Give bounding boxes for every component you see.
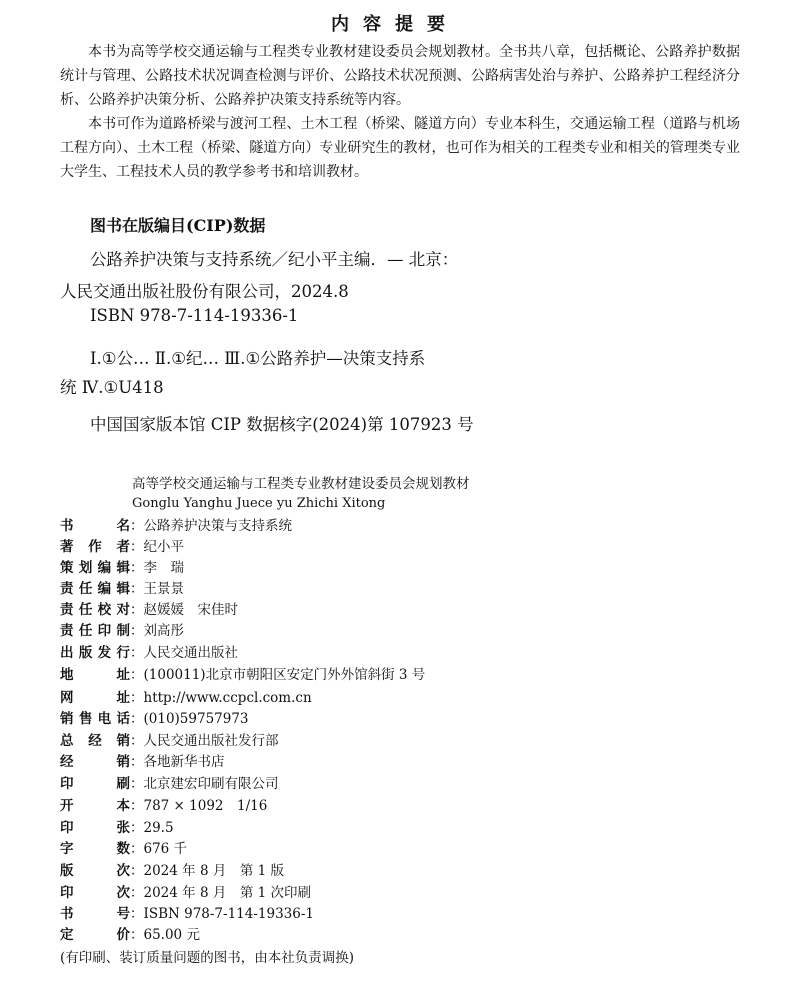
row-label: 总经销 [60,733,130,749]
colophon-row-address [60,665,425,685]
row-label: 书号 [60,906,130,922]
colophon-row-edition [60,861,284,881]
row-value: ：刘高彤 [130,623,184,639]
colophon-row-website [60,688,312,708]
row-label: 定价 [60,927,130,943]
colophon-row-distributor [60,752,225,772]
cip-record-number: 中国国家版本馆 CIP 数据核字(2024)第 107923 号 [90,415,474,434]
row-value: ：人民交通出版社 [130,645,238,661]
row-label: 印次 [60,885,130,901]
row-value: ：人民交通出版社发行部 [130,733,279,749]
colophon-row-format [60,796,267,816]
cip-isbn: ISBN 978-7-114-19336-1 [90,306,299,325]
series-name: 高等学校交通运输与工程类专业教材建设委员会规划教材 [132,476,470,492]
colophon-row-sales-phone [60,709,249,729]
cip-classification-cont: 统 Ⅳ.①U418 [60,378,164,397]
row-label: 地址 [60,667,130,683]
summary-title: 内容提要 [331,14,459,35]
row-label: 出版发行 [60,645,130,661]
colophon-row-isbn [60,904,314,924]
row-label: 书名 [60,518,130,534]
colophon-row-planning-editor [60,558,184,578]
row-label: 字数 [60,841,130,857]
cip-line: 人民交通出版社股份有限公司，2024.8 [60,282,349,301]
row-value: ：29.5 [130,820,174,836]
row-label: 开本 [60,798,130,814]
colophon-row-printing [60,883,311,903]
colophon-row-title [60,516,292,536]
cip-classification: Ⅰ.①公… Ⅱ.①纪… Ⅲ.①公路养护—决策支持系 [90,349,426,368]
cip-line: 公路养护决策与支持系统／纪小平主编．— 北京： [90,250,459,269]
row-value: ：676 千 [130,841,188,857]
row-value: ：李 瑞 [130,560,184,576]
row-value: ：787 × 1092 1/16 [130,798,268,814]
row-value: ：北京建宏印刷有限公司 [130,776,279,792]
colophon-row-proofreader [60,600,238,620]
colophon-row-publisher [60,643,238,663]
row-label: 销售电话 [60,711,130,727]
row-label: 责任编辑 [60,581,130,597]
colophon-row-general-distributor [60,731,279,751]
row-label: 策划编辑 [60,560,130,576]
quality-notice: (有印刷、装订质量问题的图书，由本社负责调换) [60,950,355,966]
summary-paragraph-1: 本书为高等学校交通运输与工程类专业教材建设委员会规划教材。全书共八章，包括概论、公路养护数据统计与管理、公路技术状况调查检测与评价、公路技术状况预测、公路病害处治与养护、公路养护工程经济分析、公路养护决策分析、公路养护决策支持系统等内容。 [60,44,740,108]
row-label: 版次 [60,863,130,879]
row-label: 经销 [60,754,130,770]
row-label: 责任印制 [60,623,130,639]
colophon-row-editor [60,579,184,599]
row-value: ：赵媛媛 宋佳时 [130,602,238,618]
row-label: 印刷 [60,776,130,792]
colophon-row-sheets [60,818,174,838]
row-label: 网址 [60,690,130,706]
row-value: ：(100011)北京市朝阳区安定门外外馆斜街 3 号 [130,667,426,683]
row-value: ：各地新华书店 [130,754,225,770]
row-value: ：王景景 [130,581,184,597]
row-value: ：2024 年 8 月 第 1 版 [130,863,284,879]
cip-heading: 图书在版编目(CIP)数据 [90,216,266,235]
summary-paragraph-2: 本书可作为道路桥梁与渡河工程、土木工程（桥梁、隧道方向）专业本科生，交通运输工程（道路与机场工程方向）、土木工程（桥梁、隧道方向）专业研究生的教材，也可作为相关的工程类专业和相关的管理类专业大学生、工程技术人员的教学参考书和培训教材。 [60,116,740,180]
row-label: 印张 [60,820,130,836]
row-value: ：http://www.ccpcl.com.cn [130,690,312,706]
row-value: ：(010)59757973 [130,711,249,727]
colophon-row-word-count [60,839,187,859]
row-value: ：2024 年 8 月 第 1 次印刷 [130,885,311,901]
colophon-row-author [60,537,184,557]
pinyin-title: Gonglu Yanghu Juece yu Zhichi Xitong [132,496,386,511]
colophon-row-print-supervisor [60,621,184,641]
row-value: ：ISBN 978-7-114-19336-1 [130,906,315,922]
row-label: 责任校对 [60,602,130,618]
colophon-row-price [60,925,200,945]
row-value: ：公路养护决策与支持系统 [130,518,292,534]
row-value: ：65.00 元 [130,927,200,943]
colophon-row-printer [60,774,279,794]
row-value: ：纪小平 [130,539,184,555]
row-label: 著作者 [60,539,130,555]
